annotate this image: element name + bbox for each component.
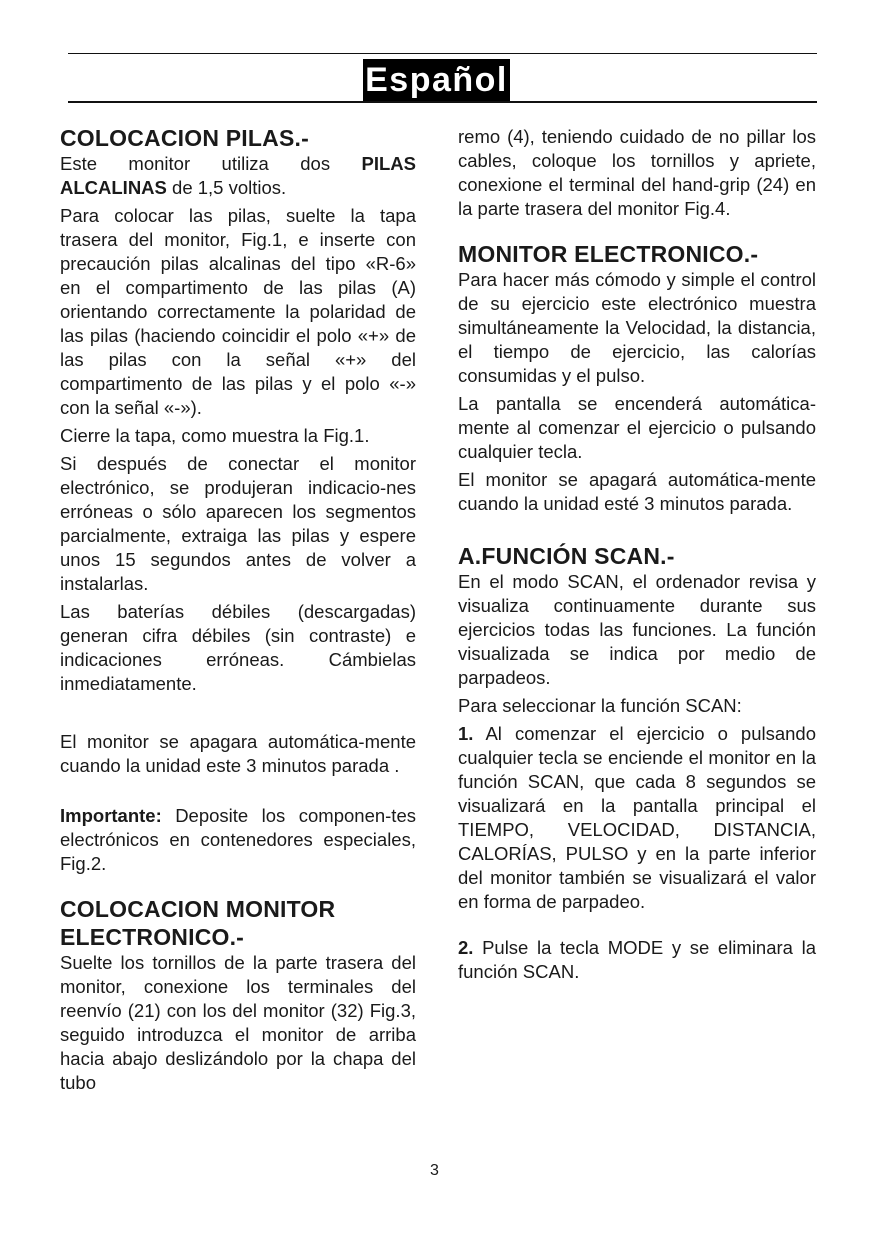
paragraph-scan-step2 (458, 936, 816, 984)
pilas-intro-end: de 1,5 voltios. (166, 177, 287, 198)
important-label: Importante: (60, 805, 162, 826)
paragraph-auto-off: El monitor se apagara automática-mente cuando la unidad este 3 minutos parada . (60, 731, 416, 776)
paragraph-scan-select: Para seleccionar la función SCAN: (458, 695, 742, 716)
page-number: 3 (430, 1162, 439, 1179)
section-heading-scan: A.FUNCIÓN SCAN.- (458, 543, 675, 569)
language-title: Español (363, 59, 510, 101)
section-heading-pilas: COLOCACION PILAS.- (60, 125, 309, 151)
paragraph-scan-step1 (458, 722, 816, 914)
step1-number: 1. (458, 723, 474, 744)
paragraph-scan-mode: En el modo SCAN, el ordenador revisa y visualiza continuamente durante sus ejercicios todas las funciones. La función visualizada se indica por medio de parpadeos. (458, 571, 816, 688)
important-text: Deposite los componen-tes electrónicos en contenedores especiales, Fig.2. (60, 805, 416, 874)
paragraph-important (60, 804, 416, 876)
header-rule-bottom (68, 101, 817, 103)
step2-text: Pulse la tecla MODE y se eliminara la función SCAN. (458, 937, 816, 982)
paragraph-pilas-intro (60, 152, 416, 200)
paragraph-troubleshoot: Si después de conectar el monitor electrónico, se produjeran indicacio-nes erróneas o sólo aparecen los segmentos parcialmente, extraiga las pilas y espere unos 15 segundos antes de volver a instalarlas. (60, 453, 416, 594)
left-column (60, 124, 416, 1099)
step2-number: 2. (458, 937, 474, 958)
section-heading-monitor-install: COLOCACION MONITOR ELECTRONICO.- (60, 896, 336, 950)
pilas-intro-text: Este monitor utiliza dos (60, 153, 362, 174)
paragraph-monitor-install: Suelte los tornillos de la parte trasera del monitor, conexione los terminales del reenvío (21) con los del monitor (32) Fig.3, seguido introduzca el monitor de arriba hacia abajo deslizándolo por la chapa del tubo (60, 952, 416, 1093)
right-column (458, 125, 816, 988)
paragraph-weak-batteries: Las baterías débiles (descargadas) generan cifra débiles (sin contraste) e indicaciones erróneas. Cámbielas inmediatamente. (60, 601, 416, 694)
paragraph-auto-off-right: El monitor se apagará automática-mente cuando la unidad esté 3 minutos parada. (458, 469, 816, 514)
section-heading-monitor-electronico: MONITOR ELECTRONICO.- (458, 241, 759, 267)
paragraph-continuation: remo (4), teniendo cuidado de no pillar los cables, coloque los tornillos y apriete, conexione el terminal del hand-grip (24) en la parte trasera del monitor Fig.4. (458, 126, 816, 219)
step1-text: Al comenzar el ejercicio o pulsando cualquier tecla se enciende el monitor en la función SCAN, que cada 8 segundos se visualizará en la pantalla principal el TIEMPO, VELOCIDAD, DISTANCIA, CALORÍAS, PULSO y en la parte inferior del monitor también se visualizará el valor en forma de parpadeo. (458, 723, 816, 912)
paragraph-close-lid: Cierre la tapa, como muestra la Fig.1. (60, 425, 370, 446)
paragraph-monitor-display: Para hacer más cómodo y simple el control de su ejercicio este electrónico muestra simultáneamente la Velocidad, la distancia, el tiempo de ejercicio, las calorías consumidas y el pulso. (458, 269, 816, 386)
paragraph-pilas-install: Para colocar las pilas, suelte la tapa trasera del monitor, Fig.1, e inserte con precaución pilas alcalinas del tipo «R-6» en el compartimento de las pilas (A) orientando correctamente la polaridad de las pilas (haciendo coincidir el polo «+» de las pilas con la señal «+» del compartimento de las pilas y el polo «-» con la señal «-»). (60, 205, 416, 418)
pilas-bold-text: PILAS ALCALINAS (60, 153, 416, 198)
paragraph-auto-on: La pantalla se encenderá automática-mente al comenzar el ejercicio o pulsando cualquier tecla. (458, 393, 816, 462)
header-rule-top (68, 53, 817, 54)
